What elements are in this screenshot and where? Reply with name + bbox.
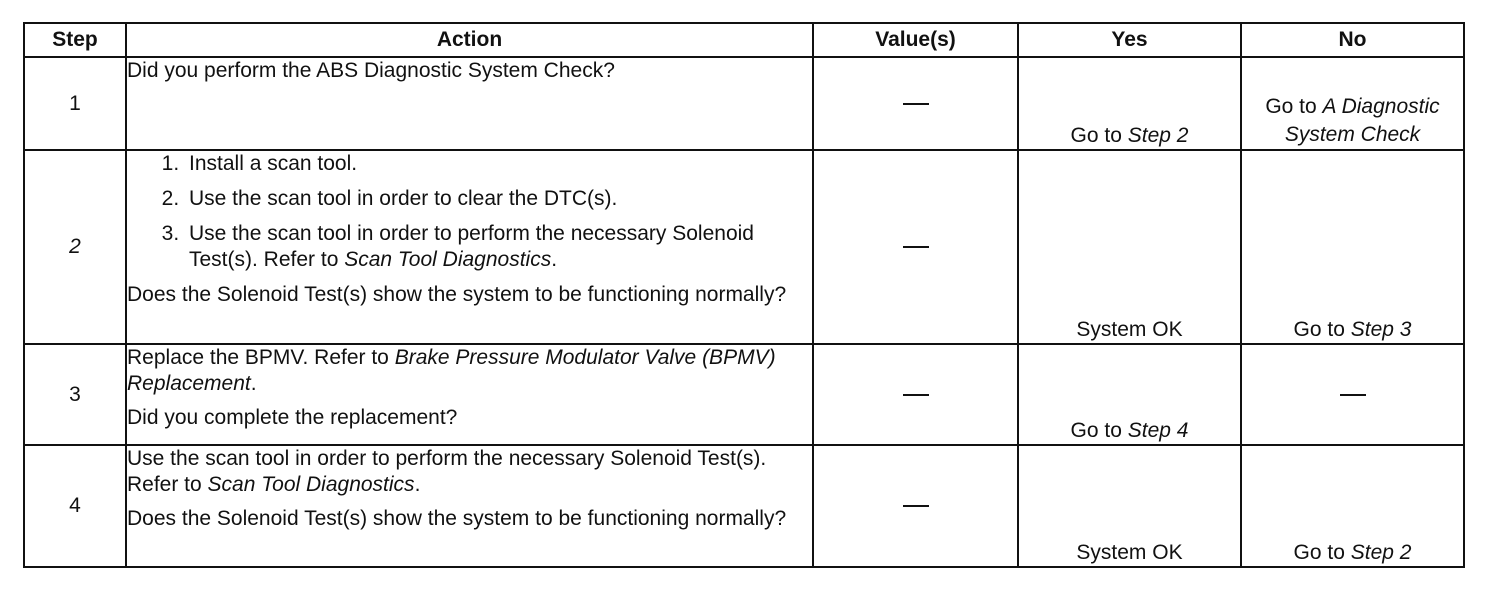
list-item: 2. Use the scan tool in order to clear the DTC(s). [185, 186, 812, 212]
action-cell [126, 150, 813, 344]
empty-value-dash [903, 505, 929, 507]
list-item: 1. Install a scan tool. [185, 151, 812, 177]
value-cell [813, 150, 1018, 344]
no-cell [1241, 150, 1464, 344]
list-item-text: Use the scan tool in order to perform the necessary Solenoid Test(s). Refer to [189, 222, 754, 271]
action-instruction [127, 446, 812, 498]
header-row [24, 23, 1464, 57]
yes-prefix: Go to [1070, 124, 1128, 147]
action-steps-list [127, 151, 812, 273]
empty-no-dash [1340, 394, 1366, 396]
reference-link[interactable]: Scan Tool Diagnostics [207, 473, 415, 496]
step-number: 4 [24, 445, 126, 567]
no-cell [1241, 57, 1464, 150]
header-no: No [1241, 23, 1464, 57]
yes-result: System OK [1076, 318, 1183, 341]
action-instruction [127, 345, 812, 397]
list-item [185, 221, 812, 273]
step-number: 2 [24, 150, 126, 344]
action-cell [126, 445, 813, 567]
reference-link[interactable]: Brake Pressure Modulator Valve (BPMV) Replacement [127, 346, 776, 395]
action-question: Does the Solenoid Test(s) show the system to be functioning normally? [127, 283, 787, 306]
table-row [24, 445, 1464, 567]
yes-step-link[interactable]: Step 4 [1127, 419, 1189, 442]
action-cell [126, 344, 813, 445]
no-cell [1241, 344, 1464, 445]
step-number: 1 [24, 57, 126, 150]
no-prefix: Go to [1265, 95, 1323, 118]
header-values: Value(s) [813, 23, 1018, 57]
action-question: Did you perform the ABS Diagnostic System Check? [127, 59, 615, 82]
yes-step-link[interactable]: Step 2 [1127, 124, 1189, 147]
action-question: Does the Solenoid Test(s) show the system to be functioning normally? [127, 507, 787, 530]
yes-cell [1018, 445, 1241, 567]
table-row [24, 57, 1464, 150]
table-row [24, 344, 1464, 445]
instruction-text: Use the scan tool in order to perform the necessary Solenoid Test(s). Refer to [127, 447, 767, 496]
yes-result: System OK [1076, 541, 1183, 564]
instruction-end: . [414, 473, 421, 496]
no-step-link[interactable]: Step 2 [1350, 541, 1412, 564]
no-prefix: Go to [1293, 541, 1351, 564]
empty-value-dash [903, 394, 929, 396]
value-cell [813, 445, 1018, 567]
reference-link[interactable]: Scan Tool Diagnostics [344, 248, 552, 271]
empty-value-dash [903, 103, 929, 105]
instruction-text: Replace the BPMV. Refer to [127, 346, 395, 369]
table-row [24, 150, 1464, 344]
header-action: Action [126, 23, 813, 57]
step-number: 3 [24, 344, 126, 445]
action-cell [126, 57, 813, 150]
action-question: Did you complete the replacement? [127, 406, 458, 429]
diagnostic-table [23, 22, 1465, 568]
no-step-link[interactable]: Step 3 [1350, 318, 1412, 341]
no-step-link[interactable]: A Diagnostic System Check [1284, 95, 1440, 146]
instruction-end: . [250, 372, 257, 395]
value-cell [813, 344, 1018, 445]
list-item-end: . [551, 248, 558, 271]
header-step: Step [24, 23, 126, 57]
empty-value-dash [903, 246, 929, 248]
yes-cell [1018, 57, 1241, 150]
no-cell [1241, 445, 1464, 567]
yes-prefix: Go to [1070, 419, 1128, 442]
yes-cell [1018, 150, 1241, 344]
no-prefix: Go to [1293, 318, 1351, 341]
yes-cell [1018, 344, 1241, 445]
header-yes: Yes [1018, 23, 1241, 57]
value-cell [813, 57, 1018, 150]
